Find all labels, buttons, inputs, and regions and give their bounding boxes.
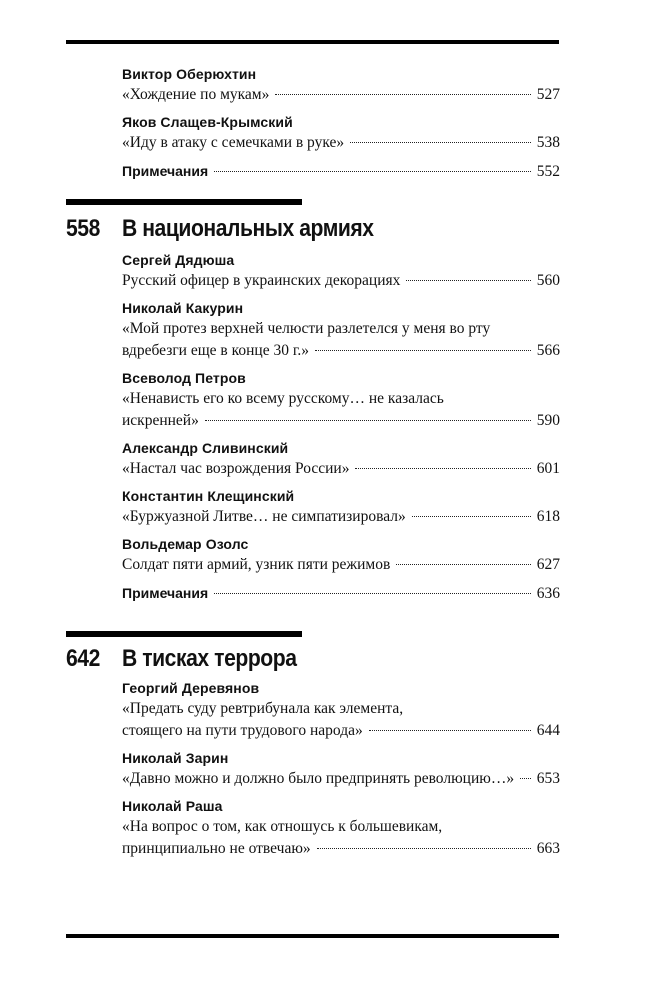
- entry-author: Николай Зарин: [122, 750, 229, 766]
- section-bar: [66, 199, 302, 205]
- entry-author: Георгий Деревянов: [122, 680, 260, 696]
- entry-page-number: 627: [536, 556, 560, 573]
- entry-title-line: «Ненависть его ко всему русскому… не казалась: [122, 390, 444, 407]
- toc-entry[interactable]: [122, 748, 560, 790]
- entry-title-row: [122, 506, 560, 528]
- section-heading: [66, 642, 560, 676]
- entry-title-row: [122, 768, 560, 790]
- toc-group-national-armies: [122, 250, 560, 605]
- dot-leader: [317, 848, 531, 849]
- toc-entry[interactable]: [122, 796, 560, 860]
- toc-entry[interactable]: [122, 438, 560, 480]
- entry-title-line: «Мой протез верхней челюсти разлетелся у меня во рту: [122, 320, 491, 337]
- section-bar: [66, 631, 302, 637]
- entry-title-row: [122, 458, 560, 480]
- entry-page-number: 538: [536, 134, 560, 151]
- top-rule: [66, 40, 559, 44]
- toc-group-terror: [122, 678, 560, 866]
- bottom-rule: [66, 934, 559, 938]
- dot-leader: [315, 350, 531, 351]
- entry-title-row: [122, 720, 560, 742]
- toc-entry[interactable]: [122, 64, 560, 106]
- toc-entry[interactable]: [122, 534, 560, 576]
- entry-author: Всеволод Петров: [122, 370, 246, 386]
- entry-title-row: [122, 270, 560, 292]
- dot-leader: [520, 778, 531, 779]
- dot-leader: [412, 516, 531, 517]
- entry-author: Константин Клещинский: [122, 488, 295, 504]
- toc-entry[interactable]: [122, 368, 560, 432]
- dot-leader: [205, 420, 531, 421]
- section-page-number: 642: [66, 645, 100, 672]
- entry-title-line: искренней»: [122, 412, 199, 429]
- entry-title-line: «Буржуазной Литве… не симпатизировал»: [122, 508, 406, 525]
- dot-leader: [275, 94, 530, 95]
- entry-page-number: 590: [536, 412, 560, 429]
- entry-title-line: Русский офицер в украинских декорациях: [122, 272, 401, 289]
- toc-entry[interactable]: [122, 250, 560, 292]
- entry-page-number: 560: [536, 272, 560, 289]
- entry-title-row: [122, 554, 560, 576]
- toc-entry[interactable]: [122, 298, 560, 362]
- notes-label: Примечания: [122, 585, 209, 601]
- entry-title-line: «Давно можно и должно было предпринять революцию…»: [122, 770, 515, 787]
- entry-title-row: [122, 838, 560, 860]
- entry-page-number: 601: [536, 460, 560, 477]
- entry-title-row: [122, 132, 560, 154]
- toc-entry[interactable]: [122, 486, 560, 528]
- entry-author: Александр Сливинский: [122, 440, 289, 456]
- entry-page-number: 566: [536, 342, 560, 359]
- toc-group-continued: [122, 64, 560, 183]
- notes-label: Примечания: [122, 163, 209, 179]
- entry-title-line: «На вопрос о том, как отношусь к большевикам,: [122, 818, 443, 835]
- section-title: В национальных армиях: [122, 215, 374, 242]
- notes-page-number: 552: [536, 163, 560, 180]
- entry-title-line: Солдат пяти армий, узник пяти режимов: [122, 556, 391, 573]
- section-page-number: 558: [66, 215, 100, 242]
- entry-author: Николай Раша: [122, 798, 223, 814]
- entry-title-row: [122, 410, 560, 432]
- entry-title-line: вдребезги еще в конце 30 г.»: [122, 342, 310, 359]
- dot-leader: [396, 564, 530, 565]
- section-heading: [66, 212, 560, 246]
- dot-leader: [350, 142, 531, 143]
- entry-page-number: 663: [536, 840, 560, 857]
- entry-title-line: «Иду в атаку с семечками в руке»: [122, 134, 345, 151]
- entry-author: Николай Какурин: [122, 300, 244, 316]
- entry-author: Вольдемар Озолс: [122, 536, 249, 552]
- entry-page-number: 653: [536, 770, 560, 787]
- entry-title-row: [122, 84, 560, 106]
- dot-leader: [355, 468, 530, 469]
- dot-leader: [214, 593, 531, 594]
- dot-leader: [406, 280, 530, 281]
- dot-leader: [369, 730, 531, 731]
- notes-entry[interactable]: [122, 160, 560, 183]
- entry-title-line: «Предать суду ревтрибунала как элемента,: [122, 700, 404, 717]
- notes-page-number: 636: [536, 585, 560, 602]
- entry-title-line: стоящего на пути трудового народа»: [122, 722, 363, 739]
- toc-entry[interactable]: [122, 112, 560, 154]
- entry-author: Сергей Дядюша: [122, 252, 235, 268]
- entry-page-number: 644: [536, 722, 560, 739]
- dot-leader: [214, 171, 531, 172]
- entry-author: Яков Слащев-Крымский: [122, 114, 293, 130]
- entry-title-row: [122, 340, 560, 362]
- entry-title-line: «Настал час возрождения России»: [122, 460, 350, 477]
- entry-page-number: 618: [536, 508, 560, 525]
- entry-author: Виктор Оберюхтин: [122, 66, 257, 82]
- entry-title-line: «Хождение по мукам»: [122, 86, 270, 103]
- entry-page-number: 527: [536, 86, 560, 103]
- toc-entry[interactable]: [122, 678, 560, 742]
- entry-title-line: принципиально не отвечаю»: [122, 840, 311, 857]
- section-title: В тисках террора: [122, 645, 297, 672]
- notes-entry[interactable]: [122, 582, 560, 605]
